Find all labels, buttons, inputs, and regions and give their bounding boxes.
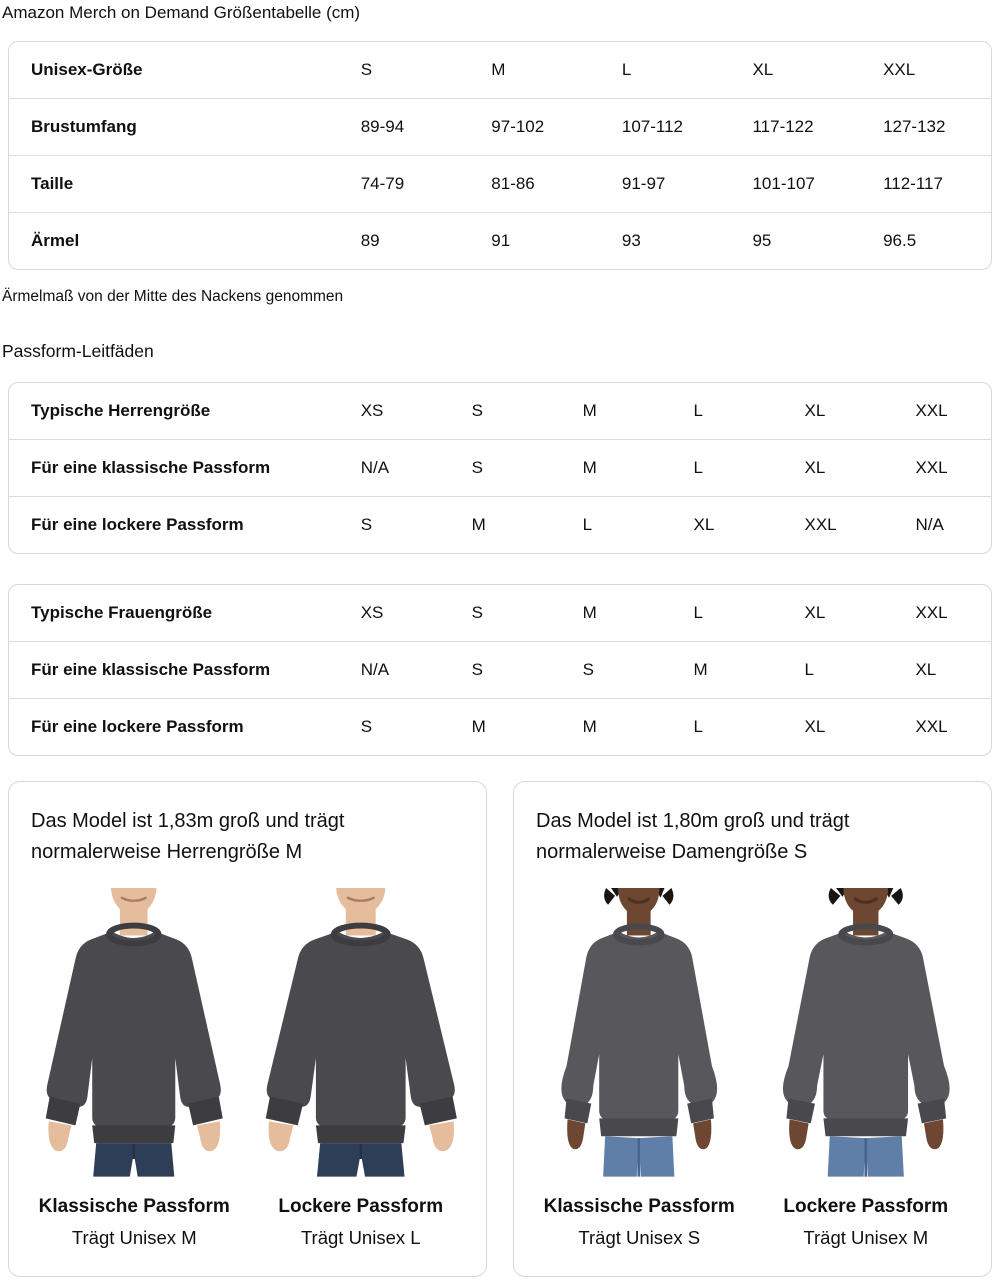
size-cell: 127-132 — [875, 98, 991, 155]
size-cell: XS — [360, 401, 384, 420]
size-cell: S — [353, 698, 464, 755]
size-cell: 107-112 — [614, 98, 745, 155]
womens-model-card — [513, 781, 992, 1277]
size-cell: 101-107 — [744, 155, 875, 212]
size-cell: N/A — [353, 641, 464, 698]
figures-row — [528, 888, 977, 1250]
fit-subtitle: Trägt Unisex L — [300, 1226, 421, 1248]
size-cell: M — [491, 60, 506, 79]
fit-title: Lockere Passform — [278, 1195, 444, 1217]
size-cell: S — [353, 496, 464, 553]
male-model-loose-photo — [250, 888, 473, 1177]
model-figure — [250, 888, 473, 1250]
size-cell: XXL — [915, 603, 948, 622]
size-cell: M — [582, 401, 597, 420]
womens-fit-table — [8, 584, 992, 756]
size-cell: L — [693, 401, 704, 420]
figure-caption — [250, 1195, 473, 1250]
fit-title: Klassische Passform — [543, 1195, 735, 1217]
size-cell: N/A — [907, 496, 991, 553]
size-cell: XL — [752, 60, 774, 79]
size-cell: 112-117 — [875, 155, 991, 212]
size-cell: XL — [804, 401, 826, 420]
sleeve-measure-note: Ärmelmaß von der Mitte des Nackens genommen — [2, 288, 344, 305]
male-model-classic-photo — [23, 888, 246, 1177]
table-row — [9, 212, 991, 269]
size-cell: 117-122 — [744, 98, 875, 155]
figures-row — [23, 888, 472, 1250]
row-label: Taille — [9, 155, 353, 212]
size-cell: XXL — [797, 496, 908, 553]
table-row — [9, 42, 991, 98]
size-cell: S — [464, 641, 575, 698]
model-description: Das Model ist 1,83m groß und trägt normalerweise Herrengröße M — [31, 810, 345, 863]
size-cell: 91-97 — [614, 155, 745, 212]
table-row — [9, 439, 991, 496]
model-figure — [23, 888, 246, 1250]
fit-title: Klassische Passform — [38, 1195, 230, 1217]
size-cell: XL — [686, 496, 797, 553]
page-title: Amazon Merch on Demand Größentabelle (cm) — [2, 3, 361, 22]
size-cell: 96.5 — [875, 212, 991, 269]
row-label: Für eine klassische Passform — [9, 641, 353, 698]
size-cell: N/A — [353, 439, 464, 496]
row-label: Für eine lockere Passform — [9, 496, 353, 553]
table-row — [9, 383, 991, 439]
size-cell: M — [686, 641, 797, 698]
model-figure — [755, 888, 978, 1250]
size-cell: S — [360, 60, 373, 79]
mens-fit-table — [8, 382, 992, 554]
size-cell: 74-79 — [353, 155, 484, 212]
row-label: Für eine lockere Passform — [9, 698, 353, 755]
table-row — [9, 155, 991, 212]
size-cell: XXL — [915, 401, 948, 420]
figure-caption — [23, 1195, 246, 1250]
size-cell: S — [471, 603, 483, 622]
size-cell: M — [575, 439, 686, 496]
size-cell: S — [471, 401, 483, 420]
fit-title: Lockere Passform — [783, 1195, 949, 1217]
figure-caption — [755, 1195, 978, 1250]
size-cell: L — [575, 496, 686, 553]
size-cell: XL — [804, 603, 826, 622]
size-cell: 91 — [483, 212, 614, 269]
female-model-classic-photo — [528, 888, 751, 1177]
size-cell: M — [575, 698, 686, 755]
row-label: Ärmel — [9, 212, 353, 269]
fit-guides-heading: Passform-Leitfäden — [2, 341, 154, 361]
size-cell: XXL — [907, 698, 991, 755]
model-description: Das Model ist 1,80m groß und trägt normalerweise Damengröße S — [536, 810, 850, 863]
model-cards — [8, 781, 992, 1277]
size-cell: XS — [360, 603, 384, 622]
size-cell: 89-94 — [353, 98, 484, 155]
table-row — [9, 641, 991, 698]
size-cell: 95 — [744, 212, 875, 269]
size-cell: XL — [797, 698, 908, 755]
female-model-loose-photo — [755, 888, 978, 1177]
size-cell: L — [686, 439, 797, 496]
size-cell: M — [582, 603, 597, 622]
row-label: Brustumfang — [9, 98, 353, 155]
size-cell: S — [464, 439, 575, 496]
table-row — [9, 698, 991, 755]
size-cell: S — [575, 641, 686, 698]
size-cell: M — [464, 698, 575, 755]
row-label: Typische Frauengröße — [31, 603, 213, 622]
unisex-size-table — [8, 41, 992, 270]
table-row — [9, 98, 991, 155]
figure-caption — [528, 1195, 751, 1250]
row-label: Unisex-Größe — [31, 60, 143, 79]
fit-subtitle: Trägt Unisex M — [803, 1226, 929, 1248]
size-cell: XXL — [883, 60, 916, 79]
model-figure — [528, 888, 751, 1250]
size-cell: L — [797, 641, 908, 698]
mens-model-card — [8, 781, 487, 1277]
table-row — [9, 585, 991, 641]
size-cell: L — [686, 698, 797, 755]
size-cell: M — [464, 496, 575, 553]
size-cell: L — [693, 603, 704, 622]
table-row — [9, 496, 991, 553]
size-cell: 97-102 — [483, 98, 614, 155]
size-cell: 93 — [614, 212, 745, 269]
size-cell: XL — [907, 641, 991, 698]
size-cell: XXL — [907, 439, 991, 496]
size-cell: XL — [797, 439, 908, 496]
row-label: Für eine klassische Passform — [9, 439, 353, 496]
size-cell: 81-86 — [483, 155, 614, 212]
fit-subtitle: Trägt Unisex S — [578, 1226, 701, 1248]
fit-subtitle: Trägt Unisex M — [71, 1226, 197, 1248]
row-label: Typische Herrengröße — [31, 401, 211, 420]
size-cell: 89 — [353, 212, 484, 269]
size-cell: L — [621, 60, 632, 79]
